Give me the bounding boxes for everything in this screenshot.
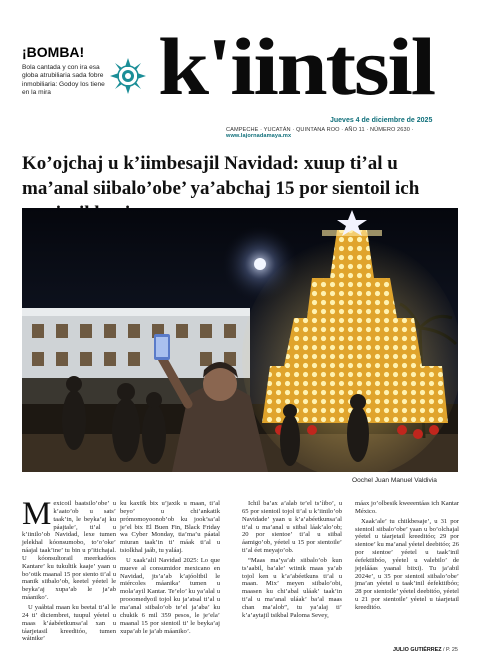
teaser-kicker: ¡BOMBA!	[22, 44, 85, 60]
issue-date: Jueves 4 de diciembre de 2025	[330, 117, 433, 124]
newspaper-logo: k'iintsil	[158, 21, 434, 112]
paragraph: “Maas ma’ya’ab siibalo’ob kun ts’aabil, ba’ale’ wiinik maas ya’ab tojol ken u k’a’abéetkuns ti’al u maan. Mix’ meyen siibalo’obi, maasen ku chi’abal uláak’ taak’in ti’al u ma’anal uláak’ ba’al maas chan ma’alob”, tu ya’alaj ti’ k’a’aytajil tsikbal Paloma Sevey,	[242, 556, 342, 619]
article-column-2	[120, 500, 220, 637]
article-column-3	[242, 500, 342, 622]
paragraph: máax jo’olbesik kweeentáas ich Kantar México.	[355, 500, 459, 515]
byline-author: JULIO GUTIÉRREZ	[393, 647, 442, 653]
sun-emblem-icon	[108, 56, 148, 96]
paragraph: U yaábtal maan ku beetal ti’al le 24 ti’ diciembrei, tuupul yéetel u maas k’áabéetkunsa’al xan u táarjetasil kreeditóo, tumen wáinike’	[22, 603, 116, 643]
paragraph: exicoil baatsilo’obe’ u k’aato’ob u sats’ taak’in, le beyka’aj ku páajtale’, ti’al u k’iinilo’ob Navidad, lexe tumen jelekhal kóonsumobo, to’o’oke’ náajal taak’ine’ tu bin u p’itichajal. U kóonsultorail meerkadóos Kantare’ ku tukultik kaaje’ yaan u bo’otik maanal 15 por siento ti’al u manik siibalo’ob, keetel yéetel le beyka’aj xupa’ab le ja’ab máaniko’.	[22, 500, 116, 602]
photo-credit: Oochel Juan Manuel Valdivia	[352, 477, 437, 484]
paragraph: ku kaxtik bix u’jaxik u maan, ti’al beyo’ u chi’ankatik prómomoyoonob’ob ku jook’sa’al je’el bix El Buen Fin, Black Friday wa Cyber Monday, tia’ma’u páatal miuran taak’in ti’ máak ti’al u tsiolkhal jaáb, tu yaláaj.	[120, 500, 220, 555]
article-column-4	[355, 500, 459, 614]
christmas-tree-photo	[22, 208, 458, 472]
teaser-text: Bola cantada y con ira esa globa atrubiliaria sada fobre inmobiliaria: Godoy los tiene en la mira	[22, 64, 105, 96]
paragraph: Xaak’ale’ tu chiikbesaje’, u 31 por sientoil siibalo’obe’ yaan u bo’olchajal yéetel u táarjetail kreeditóo; 29 por sientoe’ ku ma’anal yéetel deebitóo; 26 por sientoe’ yéetel u taak’inil éefektiibóo, yéetel u valebilo’ de jejelááas yaanal biixi). Tu ja’abil 2024e’, u 35 por sientoil siibalo’obe’ jma’an yéetel u taak’inil éefektiibóo; 28 por sientoile’ yéetel deebitóo, yéetel u 21 por sientoile’ yéetel u táarjetail kreeditóo.	[355, 517, 459, 611]
site-url: www.lajornadamaya.mx	[226, 133, 292, 139]
article-column-1	[22, 496, 116, 645]
issue-locations: CAMPECHE · YUCATÁN · QUINTANA ROO · AÑO 11 · NÚMERO 2630 ·	[226, 127, 414, 133]
issue-info	[226, 127, 480, 139]
headline: Ko’ojchaj u k’iimbesajil Navidad: xuup ti’al u ma’anal siibalo’obe’ ya’abchaj 15 por sientoil ich	[22, 153, 420, 199]
paragraph: U xaak’alil Navidad 2025: Lo que mueve al consumidor mexicano en Navidad, jts’a’ab k’ajóoltbil le miércoles máanika’ tumen u mola’ayil Kantar. Te’elo’ ku ya’alal u prooomedyoil tojol ku ja’atsal ti’al u ma’anal siibalo’ob te’el ja’aba’ ku chukik 6 mil 359 pesos, le je’ela’ maanal 15 por sientoil ti’ le beyka’aj xupa’ab le ja’ab máaniko’.	[120, 556, 220, 635]
byline	[393, 647, 458, 653]
drop-cap: M	[22, 496, 52, 532]
paragraph: Ichil ba’ax a’alab te’el ts’íibo’, u 65 por sientoil tojol ti’al u k’iinilo’ob Navidade’ yaan u k’a’abéetkunsa’al ti’al u ma’anal u siibal láak’alo’ob; 20 por sientoe’ ti’al u siibal áamigo’ob, yéetel u 15 por sientoile’ ti’al éet meyajo’ob.	[242, 500, 342, 555]
page-reference: / P. 25	[443, 647, 458, 653]
